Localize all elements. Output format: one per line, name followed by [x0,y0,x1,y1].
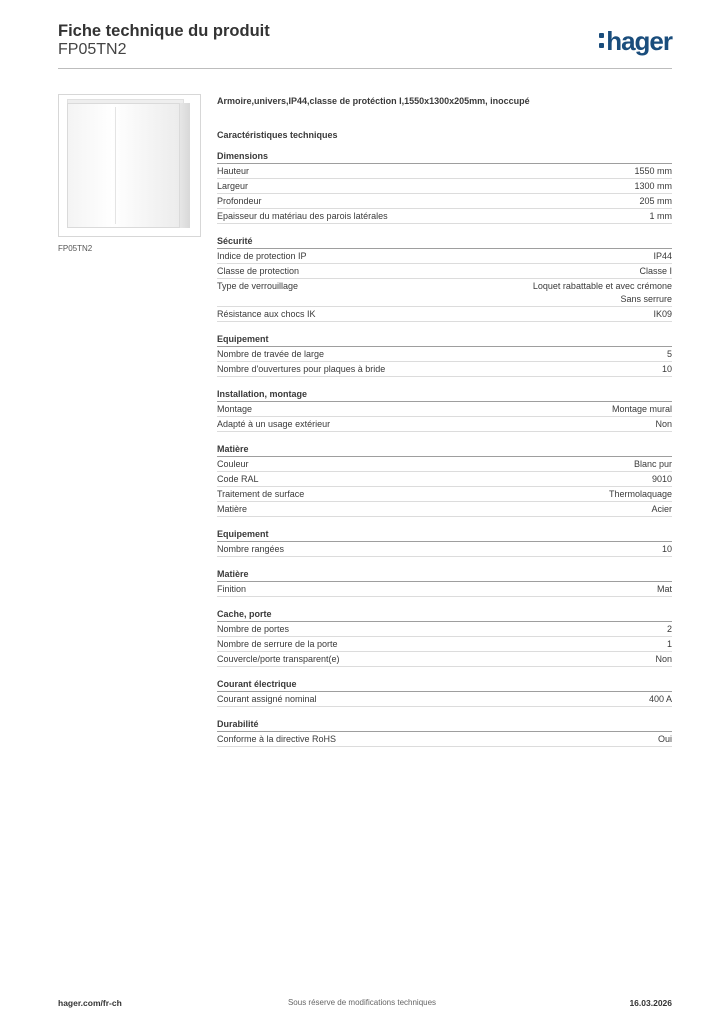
spec-row [217,362,672,377]
spec-group [217,608,672,667]
spec-group-title: Sécurité [217,235,672,249]
spec-row [217,307,672,322]
spec-group-title: Matière [217,443,672,457]
spec-group [217,528,672,557]
spec-label: Largeur [217,181,249,191]
product-image [58,94,201,237]
spec-label: Montage [217,404,253,414]
spec-row [217,582,672,597]
spec-value [667,623,672,636]
spec-group [217,443,672,517]
spec-row [217,472,672,487]
spec-value-line: 2 [666,624,672,634]
spec-label: Nombre de portes [217,624,290,634]
spec-value [609,488,672,501]
spec-row [217,402,672,417]
spec-row [217,487,672,502]
spec-value [667,348,672,361]
spec-label: Nombre d'ouvertures pour plaques à bride [217,364,386,374]
spec-value [634,458,672,471]
spec-label: Classe de protection [217,266,300,276]
spec-label: Couvercle/porte transparent(e) [217,654,340,664]
spec-row [217,249,672,264]
spec-value-line: IK09 [653,309,672,319]
spec-row [217,194,672,209]
spec-group-title: Durabilité [217,718,672,732]
spec-group-title: Cache, porte [217,608,672,622]
spec-value [651,503,672,516]
spec-value-line: Oui [657,734,672,744]
spec-value [662,363,672,376]
spec-content [217,96,672,758]
spec-value-line: 10 [661,364,672,374]
spec-value [653,308,672,321]
cabinet-front [67,103,180,228]
spec-label: Code RAL [217,474,259,484]
spec-value-line: 10 [661,544,672,554]
hager-logo [599,26,672,57]
spec-value-line: 9010 [651,474,672,484]
spec-row [217,417,672,432]
spec-group [217,235,672,322]
spec-group-title: Equipement [217,333,672,347]
footer-website[interactable]: hager.com/fr-ch [58,998,122,1008]
spec-value-line: Classe I [639,266,672,276]
spec-row [217,692,672,707]
spec-value-line: 1550 mm [634,166,672,176]
spec-value [652,473,672,486]
spec-value-line: 205 mm [639,196,672,206]
spec-label: Hauteur [217,166,250,176]
spec-value-line: Acier [651,504,672,514]
spec-value-line: IP44 [653,251,672,261]
spec-row [217,179,672,194]
spec-row [217,264,672,279]
section-title: Caractéristiques techniques [217,130,338,140]
spec-group [217,568,672,597]
spec-label: Résistance aux chocs IK [217,309,316,319]
spec-row [217,209,672,224]
header-divider [58,68,672,69]
spec-value-line: 1300 mm [634,181,672,191]
spec-group-title: Courant électrique [217,678,672,692]
spec-value-line: Thermolaquage [608,489,672,499]
spec-value-line: Non [655,419,672,429]
spec-value [658,733,672,746]
spec-label: Courant assigné nominal [217,694,317,704]
spec-value [653,250,672,263]
page-header [58,20,672,68]
spec-value [639,265,672,278]
spec-value [612,403,672,416]
spec-value-line: Blanc pur [633,459,672,469]
spec-group [217,333,672,377]
spec-value [657,583,672,596]
cabinet-side [180,103,190,228]
spec-row [217,542,672,557]
spec-groups [217,150,672,747]
spec-row [217,164,672,179]
spec-row [217,457,672,472]
spec-group-title: Dimensions [217,150,672,164]
spec-value-line: Non [655,654,672,664]
spec-value-line: Sans serrure [620,294,672,304]
page-title: Fiche technique du produit [58,22,270,40]
product-image-caption: FP05TN2 [58,244,93,253]
spec-value [634,180,672,193]
spec-value-line: Montage mural [611,404,672,414]
logo-text: hager [606,26,672,56]
spec-label: Nombre rangées [217,544,285,554]
spec-row [217,622,672,637]
spec-value [639,195,672,208]
spec-group-title: Equipement [217,528,672,542]
spec-label: Conforme à la directive RoHS [217,734,337,744]
spec-value [655,418,672,431]
spec-label: Type de verrouillage [217,281,299,291]
spec-value-line: 400 A [648,694,672,704]
footer-notice: Sous réserve de modifications techniques [287,998,437,1007]
footer-date: 16.03.2026 [629,998,672,1008]
spec-label: Traitement de surface [217,489,305,499]
spec-group-title: Matière [217,568,672,582]
spec-value-line: Mat [656,584,672,594]
spec-row [217,637,672,652]
spec-group [217,678,672,707]
spec-value-line: 1 [666,639,672,649]
spec-row [217,732,672,747]
spec-value [655,653,672,666]
spec-group [217,388,672,432]
product-description: Armoire,univers,IP44,classe de protéction I,1550x1300x205mm, inoccupé [217,96,530,106]
spec-label: Indice de protection IP [217,251,307,261]
spec-row [217,502,672,517]
spec-value [634,165,672,178]
spec-label: Couleur [217,459,249,469]
spec-value-line: 5 [666,349,672,359]
spec-value-line: Loquet rabattable et avec crémone [532,281,672,291]
logo-dots-icon [599,33,604,49]
spec-row [217,279,672,307]
spec-value [650,210,673,223]
spec-label: Matière [217,504,248,514]
spec-label: Profondeur [217,196,262,206]
spec-value-line: 1 mm [649,211,672,221]
cabinet-door-split [115,107,116,224]
spec-label: Adapté à un usage extérieur [217,419,331,429]
spec-row [217,347,672,362]
spec-label: Epaisseur du matériau des parois latérales [217,211,388,221]
spec-value [533,280,672,306]
spec-value [667,638,672,651]
spec-label: Nombre de travée de large [217,349,325,359]
product-reference: FP05TN2 [58,41,127,58]
spec-value [662,543,672,556]
spec-label: Nombre de serrure de la porte [217,639,338,649]
spec-group [217,150,672,224]
spec-group [217,718,672,747]
spec-value [649,693,672,706]
spec-group-title: Installation, montage [217,388,672,402]
spec-row [217,652,672,667]
spec-label: Finition [217,584,247,594]
